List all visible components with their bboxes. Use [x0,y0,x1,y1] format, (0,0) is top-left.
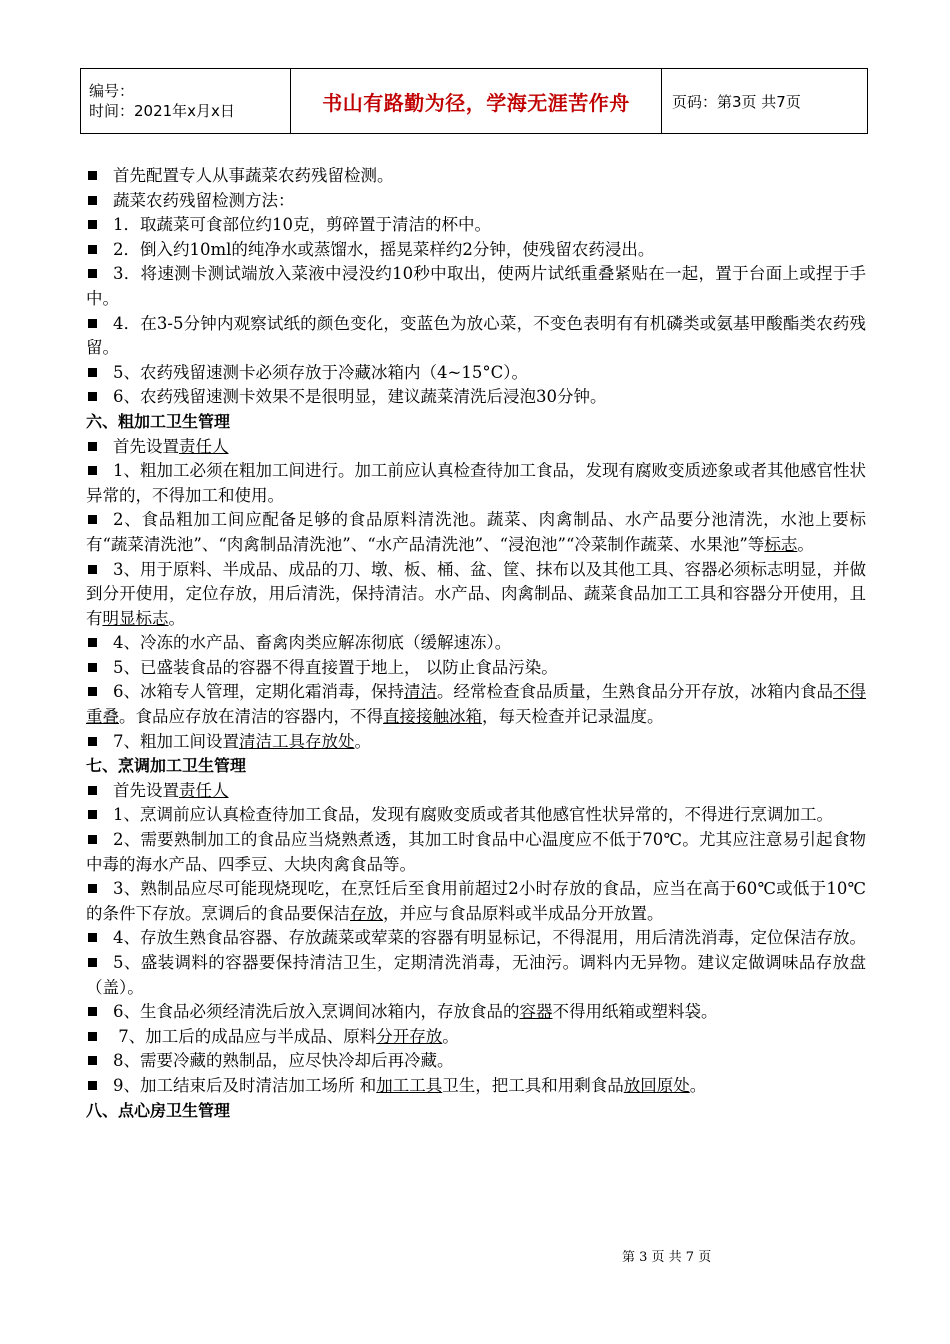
list-item [86,656,866,681]
list-item [86,189,866,214]
list-item [86,213,866,238]
list-item [86,312,866,361]
date-label: 时间：2021年x月x日 [89,102,235,120]
square-bullet-icon [88,958,97,967]
underlined-text: 明显标志 [102,608,169,628]
underlined-text: 清洁工具存放处 [239,731,355,751]
list-item [86,262,866,311]
square-bullet-icon [88,220,97,229]
text-run: 1、粗加工必须在粗加工间进行。加工前应认真检查待加工食品，发现有腐败变质迹象或者其他感官性状异常的，不得加工和使用。 [86,461,866,505]
list-item [86,1074,866,1099]
square-bullet-icon [88,835,97,844]
square-bullet-icon [88,245,97,254]
text-run: 1．取蔬菜可食部位约10克，剪碎置于清洁的杯中。 [113,215,491,235]
list-item [86,828,866,877]
text-run: 6、生食品必须经清洗后放入烹调间冰箱内，存放食品的 [113,1002,520,1022]
list-item [86,1000,866,1025]
list-item [86,631,866,656]
header-page-label: 页码：第3页 共7页 [662,69,868,134]
text-run: 首先设置 [113,780,179,800]
square-bullet-icon [88,171,97,180]
square-bullet-icon [88,196,97,205]
text-run: 3、用于原料、半成品、成品的刀、墩、板、桶、盆、筐、抹布以及其他工具、容器必须标志明显，并做到分开使用，定位存放，用后清洗，保持清洁。水产品、肉禽制品、蔬菜食品加工工具和容器分开使用，且有 [86,559,866,628]
underlined-text: 放回原处 [623,1075,690,1095]
text-run: 首先配置专人从事蔬菜农药残留检测。 [113,166,394,185]
list-item [86,435,866,460]
underlined-text: 标志 [764,534,798,554]
text-run: 5、已盛装食品的容器不得直接置于地上， 以防止食品污染。 [113,657,558,677]
header-motto: 书山有路勤为径，学海无涯苦作舟 [291,69,662,134]
square-bullet-icon [88,442,97,451]
text-run: 。 [442,1026,459,1046]
square-bullet-icon [88,786,97,795]
document-header [80,68,868,134]
text-run: 六、粗加工卫生管理 [86,411,231,431]
text-run: 。 [168,608,185,628]
square-bullet-icon [88,1007,97,1016]
list-item [86,385,866,410]
square-bullet-icon [88,687,97,696]
text-run: 不得用纸箱或塑料袋。 [552,1002,718,1022]
text-run: 4、冷冻的水产品、畜禽肉类应解冻彻底（缓解速冻）。 [113,633,512,653]
square-bullet-icon [88,392,97,401]
text-run: ，每天检查并记录温度。 [482,707,664,727]
text-run: 5、农药残留速测卡必须存放于冷藏冰箱内（4~15°C）。 [113,362,528,382]
text-run: ，并应与食品原料或半成品分开放置。 [383,903,664,923]
underlined-text: 责任人 [179,780,229,800]
section-heading [86,410,866,435]
text-run: 5、盛装调料的容器要保持清洁卫生，定期清洗消毒，无油污。调料内无异物。建议定做调味品存放盘（盖）。 [86,953,866,997]
list-item [86,951,866,1000]
list-item [86,730,866,755]
text-run: 6、农药残留速测卡效果不是很明显，建议蔬菜清洗后浸泡30分钟。 [113,387,607,407]
list-item [86,680,866,729]
text-run: 首先设置 [113,436,179,456]
text-run: 蔬菜农药残留检测方法： [113,190,295,210]
underlined-text: 不得重叠 [86,682,866,727]
text-run: 。 [689,1075,707,1095]
square-bullet-icon [88,269,97,278]
text-run: 1、烹调前应认真检查待加工食品，发现有腐败变质或者其他感官性状异常的，不得进行烹调加工。 [113,805,833,825]
text-run: 七、烹调加工卫生管理 [86,756,247,776]
list-item [86,459,866,508]
square-bullet-icon [88,933,97,942]
underlined-text: 容器 [519,1002,553,1022]
list-item [86,803,866,828]
text-run: 。 [354,731,371,751]
list-item [86,779,866,804]
square-bullet-icon [88,319,97,328]
document-body [86,164,866,1123]
underlined-text: 清洁 [404,682,437,702]
text-run: 2、需要熟制加工的食品应当烧熟煮透，其加工时食品中心温度应不低于70℃。尤其应注意易引起食物中毒的海水产品、四季豆、大块肉禽食品等。 [86,830,866,874]
section-heading [86,754,866,779]
list-item [86,1025,866,1050]
square-bullet-icon [88,515,97,524]
list-item [86,238,866,263]
page-footer: 第 3 页 共 7 页 [622,1250,712,1265]
square-bullet-icon [88,737,97,746]
square-bullet-icon [88,368,97,377]
list-item [86,877,866,926]
square-bullet-icon [88,565,97,574]
header-meta [81,69,291,134]
text-run: 。 [797,534,814,554]
text-run: 7、粗加工间设置 [113,731,239,751]
square-bullet-icon [88,1056,97,1065]
underlined-text: 存放 [350,903,383,923]
list-item [86,1049,866,1074]
text-run: 。食品应存放在清洁的容器内，不得 [119,707,383,727]
text-run: 卫生，把工具和用剩食品 [442,1075,624,1095]
text-run: 2．倒入约10ml的纯净水或蒸馏水，摇晃菜样约2分钟，使残留农药浸出。 [113,239,655,259]
text-run: 。经常检查食品质量，生熟食品分开存放，冰箱内食品 [437,682,833,702]
text-run: 八、点心房卫生管理 [86,1100,231,1120]
text-run: 2、食品粗加工间应配备足够的食品原料清洗池。蔬菜、肉禽制品、水产品要分池清洗，水池上要标有“蔬菜清洗池”、“肉禽制品清洗池”、“水产品清洗池”、“浸泡池”“冷菜制作蔬菜、水果池”等 [86,510,866,554]
number-label: 编号： [89,82,135,100]
underlined-text: 分开存放 [376,1026,443,1046]
square-bullet-icon [88,663,97,672]
text-run: 8、需要冷藏的熟制品，应尽快冷却后再冷藏。 [113,1051,454,1071]
text-run: 4．在3-5分钟内观察试纸的颜色变化，变蓝色为放心菜，不变色表明有有机磷类或氨基甲酸酯类农药残留。 [86,313,866,358]
text-run: 9、加工结束后及时清洁加工场所 和 [113,1075,377,1095]
square-bullet-icon [88,810,97,819]
underlined-text: 加工工具 [376,1075,443,1095]
text-run: 4、存放生熟食品容器、存放蔬菜或荤菜的容器有明显标记，不得混用，用后清洗消毒，定位保洁存放。 [113,928,866,948]
text-run: 3、熟制品应尽可能现烧现吃，在烹饪后至食用前超过2小时存放的食品，应当在高于60℃或低于10℃的条件下存放。烹调后的食品要保洁 [86,879,866,923]
underlined-text: 责任人 [179,436,229,456]
list-item [86,926,866,951]
square-bullet-icon [88,1081,97,1090]
list-item [86,164,866,189]
text-run: 3．将速测卡测试端放入菜液中浸没约10秒中取出，使两片试纸重叠紧贴在一起，置于台面上或捏于手中。 [86,264,866,308]
list-item [86,508,866,557]
list-item [86,361,866,386]
text-run: 6、冰箱专人管理，定期化霜消毒，保持 [113,682,404,702]
square-bullet-icon [88,1032,97,1041]
section-heading [86,1099,866,1124]
square-bullet-icon [88,638,97,647]
square-bullet-icon [88,884,97,893]
square-bullet-icon [88,466,97,475]
text-run: 7、加工后的成品应与半成品、原料 [113,1026,377,1046]
underlined-text: 直接接触冰箱 [383,707,482,727]
list-item [86,558,866,632]
